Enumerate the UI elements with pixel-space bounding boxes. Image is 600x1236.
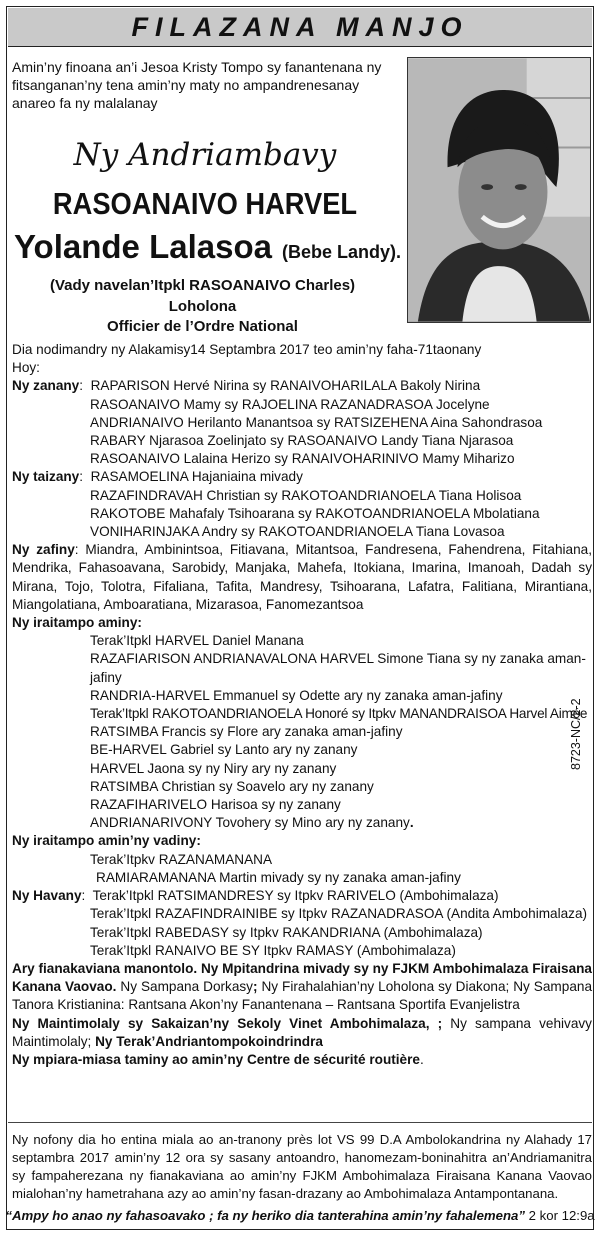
closing-bold: Ny mpiara-miasa taminy ao amin’ny Centre de sécurité routière	[12, 1051, 420, 1067]
reference-code: 8723-NC/2-2	[569, 698, 583, 770]
taizany-first: Ny taizany: RASAMOELINA Hajaniaina mivady	[12, 469, 303, 485]
quote-text: “Ampy ho anao ny fahasoavako ; fa ny heriko dia tanterahina amin’ny fahalemena”	[5, 1208, 525, 1223]
zafiny-label: Ny zafiny	[12, 542, 75, 558]
havany-entry: Terak’Itpkl RANAIVO BE SY Itpkv RAMASY (Ambohimalaza)	[90, 942, 456, 958]
deceased-surname: RASOANAIVO HARVEL	[52, 186, 358, 221]
title-officier: Officier de l’Ordre National	[107, 318, 298, 335]
portrait-image	[408, 58, 590, 322]
notice-body	[12, 341, 592, 1069]
closing-paragraph-1	[12, 960, 592, 1015]
death-notice: Dia nodimandry ny Alakamisy14 Septambra 2017 teo amin’ny faha-71taonany	[12, 342, 482, 357]
closing-text: Ny sampana vehivavy Maintimolaly;	[12, 1015, 592, 1049]
honorific: Ny Andriambavy	[73, 137, 337, 173]
zafiny-text: Miandra, Ambinintsoa, Fitiavana, Mitantsoa, Fandresena, Fahendrena, Fitahiana, Mendrika, Fahasoavana, Sarobidy, Manjaka, Mahefa, Itokiana, Imarina, Imanoah, Dadah sy Mirana, Tojo, Tolotra, Fifaliana, Tafita, Mandresy, Tsihoarana, Lafatra, Falitiana, Mirantiana, Miangolatiana, Amboaratiana, Mizarasoa, Fanomezantsoa	[12, 542, 593, 612]
closing-bold: Ny Maintimolaly sy Sakaizan’ny Sekoly Vinet Ambohimalaza, ;	[12, 1015, 443, 1031]
iraitampo-entry: Terak’Itpkl HARVEL Daniel Manana	[90, 633, 304, 649]
bible-quote	[0, 1208, 600, 1223]
iraitampo-entry: RANDRIA-HARVEL Emmanuel sy Odette ary ny zanaka aman-jafiny	[90, 687, 503, 703]
havany-entry: Terak’Itpkl RAZAFINDRAINIBE sy Itpkv RAZANADRASOA (Andita Ambohimalaza)	[90, 906, 588, 922]
havany-entry: Terak’Itpkl RATSIMANDRESY sy Itpkv RARIVELO (Ambohimalaza)	[92, 888, 499, 904]
zanany-entry: RASOANAIVO Mamy sy RAJOELINA RAZANADRASOA Jocelyne	[90, 396, 490, 412]
iraitampo-vadiny-label: Ny iraitampo amin’ny vadiny:	[12, 833, 201, 849]
havany-first: Ny Havany: Terak’Itpkl RATSIMANDRESY sy Itpkv RARIVELO (Ambohimalaza)	[12, 888, 499, 904]
closing-bold: Ny Terak’Andriantompokoindrindra	[95, 1033, 323, 1049]
quote-reference: 2 kor 12:9a	[528, 1208, 595, 1223]
iraitampo-last-text: ANDRIANARIVONY Tovohery sy Mino ary ny zanany	[90, 815, 410, 831]
zanany-entry: RAPARISON Hervé Nirina sy RANAIVOHARILALA Bakoly Nirina	[90, 378, 481, 394]
zanany-label: Ny zanany	[12, 378, 80, 394]
havany-label: Ny Havany	[12, 888, 82, 904]
zanany-first: Ny zanany: RAPARISON Hervé Nirina sy RANAIVOHARILALA Bakoly Nirina	[12, 378, 481, 394]
nickname: (Bebe Landy).	[281, 242, 401, 262]
taizany-label: Ny taizany	[12, 469, 80, 485]
intro-paragraph: Amin’ny finoana an’i Jesoa Kristy Tompo sy fanantenana ny fitsanganan’ny tena amin’ny maty no ampandrenesanay anareo fa ny malalanay	[12, 59, 382, 111]
iraitampo-label: Ny iraitampo aminy:	[12, 615, 142, 631]
closing-end: .	[419, 1051, 424, 1067]
taizany-entry: VONIHARINJAKA Andry sy RAKOTOANDRIANOELA Tiana Lovasoa	[90, 524, 505, 540]
funeral-details: Ny nofony dia ho entina miala ao an-tranony près lot VS 99 D.A Ambolokandrina ny Alahady 17 septambra 2017 amin’ny 12 ora sy sasany antoandro, hanomezam-boninahitra an’Andriamanitra sy fampaherezana ny fianakaviana ao amin’ny FJKM Ambohimalaza Firaisana Kanana Vaovao mialohan’ny hametrahana azy ao amin’ny fasan-drazany ao Ambohimalaza Antampontanana.	[12, 1132, 592, 1201]
iraitampo-entry: RATSIMBA Christian sy Soavelo ary ny zanany	[90, 778, 374, 794]
banner-title: FILAZANA MANJO	[131, 11, 469, 42]
spouse-line: (Vady navelan’Itpkl RASOANAIVO Charles)	[49, 277, 356, 294]
taizany-entry: RASAMOELINA Hajaniaina mivady	[90, 469, 303, 485]
closing-paragraph-2	[12, 1015, 592, 1051]
iraitampo-vadiny-entry: Terak’Itpkv RAZANAMANANA	[90, 851, 273, 867]
iraitampo-entry: HARVEL Jaona sy ny Niry ary ny zanany	[90, 760, 337, 776]
notice-banner	[8, 8, 592, 47]
taizany-entry: RAKOTOBE Mahafaly Tsihoarana sy RAKOTOANDRIANOELA Mbolatiana	[90, 505, 540, 521]
zanany-entry: RABARY Njarasoa Zoelinjato sy RASOANAIVO Landy Tiana Njarasoa	[90, 433, 514, 449]
zanany-entry: ANDRIANAIVO Herilanto Manantsoa sy RATSIZEHENA Aina Sahondrasoa	[90, 414, 543, 430]
iraitampo-entry: BE-HARVEL Gabriel sy Lanto ary ny zanany	[90, 742, 358, 758]
iraitampo-last	[12, 814, 592, 832]
closing-paragraph-3	[12, 1051, 592, 1069]
zafiny-paragraph: Ny zafiny: Miandra, Ambinintsoa, Fitiavana, Mitantsoa, Fandresena, Fahendrena, Fitahiana, Mendrika, Fahasoavana, Sarobidy, Manjaka, Mahefa, Itokiana, Imarina, Imanoah, Dadah sy Mirana, Tojo, Tolotra, Fifaliana, Tafita, Mandresy, Tsihoarana, Lafatra, Falitiana, Mirantiana, Miangolatiana, Amboaratiana, Mizarasoa, Fanomezantsoa	[12, 542, 593, 612]
closing-bold: Ary fianakaviana manontolo. Ny Mpitandrina mivady sy ny FJKM Ambohimalaza Firaisana Kanana Vaovao.	[12, 960, 592, 995]
closing-text: Ny Firahalahian’ny Loholona sy Diakona; Ny Sampana Tanora Kristianina: Rantsana Akon’ny Fanantenana – Rantsana Sportifa Evanjelistra	[12, 979, 593, 1013]
iraitampo-entry: RATSIMBA Francis sy Flore ary zanaka aman-jafiny	[90, 724, 403, 740]
iraitampo-vadiny-entry: RAMIARAMANANA Martin mivady sy ny zanaka aman-jafiny	[96, 869, 461, 885]
iraitampo-entry: Terak’Itpkl RAKOTOANDRIANOELA Honoré sy Itpkv MANANDRAISOA Harvel Aimée	[90, 706, 588, 722]
portrait-photo	[407, 57, 591, 323]
deceased-given-names	[14, 228, 414, 266]
zanany-entry: RASOANAIVO Lalaina Herizo sy RANAIVOHARINIVO Mamy Miharizo	[90, 451, 515, 467]
hoy-label: Hoy:	[12, 360, 40, 376]
iraitampo-last-dot: .	[409, 815, 414, 831]
footer-divider	[8, 1122, 592, 1123]
iraitampo-entry: RAZAFIHARIVELO Harisoa sy ny zanany	[90, 797, 341, 813]
iraitampo-entry: RAZAFIARISON ANDRIANAVALONA HARVEL Simone Tiana sy ny zanaka aman-jafiny	[90, 651, 586, 685]
havany-entry: Terak’Itpkl RABEDASY sy Itpkv RAKANDRIANA (Ambohimalaza)	[90, 924, 483, 940]
closing-text: Ny Sampana Dorkasy	[116, 979, 253, 995]
title-loholona: Loholona	[168, 298, 237, 315]
given-names: Yolande Lalasoa	[14, 228, 272, 265]
taizany-entry: RAZAFINDRAVAH Christian sy RAKOTOANDRIANOELA Tiana Holisoa	[90, 487, 522, 503]
closing-sep: ;	[252, 979, 258, 995]
